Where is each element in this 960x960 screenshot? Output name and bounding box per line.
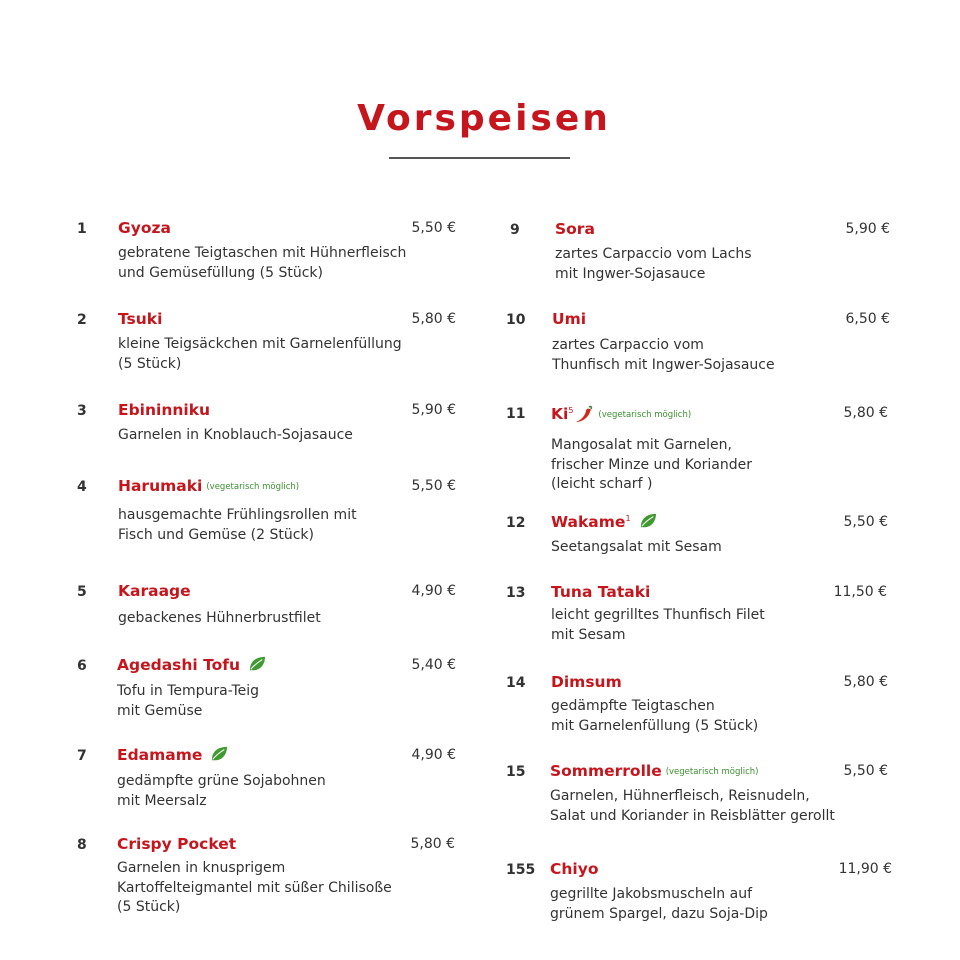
item-number: 13	[506, 585, 526, 601]
item-description	[550, 787, 835, 826]
description-line: (5 Stück)	[118, 355, 182, 372]
item-description	[118, 244, 406, 283]
title-divider	[389, 157, 570, 159]
item-price: 5,80 €	[843, 405, 888, 421]
item-description	[551, 538, 722, 558]
item-name	[551, 513, 657, 531]
vegetarian-note: (vegetarisch möglich)	[598, 410, 692, 420]
description-line: mit Gemüse	[117, 702, 203, 719]
item-description	[551, 606, 765, 645]
description-line: gegrillte Jakobsmuscheln auf	[550, 886, 753, 902]
item-price: 5,50 €	[843, 763, 888, 779]
item-name	[118, 310, 162, 328]
item-name	[117, 656, 266, 674]
description-line: gedämpfte grüne Sojabohnen	[117, 773, 326, 789]
item-name-text: Harumaki	[118, 477, 203, 495]
item-name-text: Wakame	[551, 513, 626, 531]
item-price: 6,50 €	[845, 311, 890, 327]
item-number: 10	[506, 312, 526, 328]
item-price: 11,90 €	[838, 861, 892, 877]
description-line: Kartoffelteigmantel mit süßer Chilisoße	[117, 879, 392, 896]
item-name-text: Umi	[552, 310, 587, 328]
item-name-text: Edamame	[117, 746, 203, 764]
item-price: 5,40 €	[411, 657, 456, 673]
item-price: 5,90 €	[411, 402, 456, 418]
item-name-text: Dimsum	[551, 673, 622, 691]
item-name-text: Karaage	[118, 582, 191, 600]
item-price: 4,90 €	[411, 747, 456, 763]
item-description	[118, 609, 321, 629]
item-number: 9	[510, 222, 520, 238]
chili-icon	[574, 404, 594, 424]
item-number: 12	[506, 515, 526, 531]
item-name	[550, 860, 598, 878]
item-name	[118, 401, 210, 419]
description-line: (5 Stück)	[117, 899, 181, 915]
item-name-text: Tuna Tataki	[551, 583, 651, 601]
item-number: 15	[506, 764, 526, 780]
item-price: 5,50 €	[411, 478, 456, 494]
description-line: mit Sesam	[551, 626, 626, 643]
item-number: 11	[506, 406, 526, 422]
item-number: 155	[506, 862, 536, 878]
description-line: Garnelen in knusprigem	[117, 860, 286, 876]
description-line: gebackenes Hühnerbrustfilet	[118, 610, 321, 626]
description-line: leicht gegrilltes Thunfisch Filet	[551, 607, 765, 623]
description-line: Garnelen, Hühnerfleisch, Reisnudeln,	[550, 788, 810, 804]
item-number: 14	[506, 675, 526, 691]
item-name-text: Sommerrolle	[550, 762, 662, 780]
item-price: 4,90 €	[411, 583, 456, 599]
item-name	[550, 762, 758, 780]
description-line: zartes Carpaccio vom	[552, 337, 704, 353]
item-description	[551, 697, 758, 736]
item-number: 6	[77, 658, 87, 674]
description-line: und Gemüsefüllung (5 Stück)	[118, 264, 323, 281]
item-price: 5,50 €	[843, 514, 888, 530]
item-number: 3	[77, 403, 87, 419]
item-description	[555, 245, 752, 284]
item-name-text: Crispy Pocket	[117, 835, 237, 853]
item-number: 7	[77, 748, 87, 764]
description-line: Fisch und Gemüse (2 Stück)	[118, 526, 314, 543]
description-line: zartes Carpaccio vom Lachs	[555, 246, 752, 262]
item-name	[552, 310, 586, 328]
description-line: hausgemachte Frühlingsrollen mit	[118, 507, 357, 523]
item-name	[117, 746, 228, 764]
vegetarian-note: (vegetarisch möglich)	[206, 482, 300, 492]
item-description	[117, 859, 392, 918]
item-name-text: Chiyo	[550, 860, 599, 878]
item-description	[552, 336, 775, 375]
description-line: grünem Spargel, dazu Soja-Dip	[550, 905, 768, 922]
description-line: kleine Teigsäckchen mit Garnelenfüllung	[118, 336, 402, 352]
item-price: 5,80 €	[411, 311, 456, 327]
item-description	[117, 682, 259, 721]
item-number: 4	[77, 479, 87, 495]
description-line: mit Garnelenfüllung (5 Stück)	[551, 717, 759, 734]
item-name	[551, 583, 650, 601]
item-price: 5,50 €	[411, 220, 456, 236]
item-price: 5,80 €	[410, 836, 455, 852]
description-line: Tofu in Tempura-Teig	[117, 683, 260, 699]
item-price: 5,80 €	[843, 674, 888, 690]
description-line: Salat und Koriander in Reisblätter gerollt	[550, 807, 835, 824]
item-name	[118, 477, 299, 495]
description-line: mit Meersalz	[117, 792, 207, 809]
description-line: frischer Minze und Koriander	[551, 456, 752, 473]
item-name-text: Gyoza	[118, 219, 171, 237]
item-name-text: Agedashi Tofu	[117, 656, 241, 674]
description-line: Seetangsalat mit Sesam	[551, 539, 722, 555]
item-name-text: Ebininniku	[118, 401, 211, 419]
description-line: mit Ingwer-Sojasauce	[555, 265, 706, 282]
item-description	[117, 772, 326, 811]
item-number: 8	[77, 837, 87, 853]
page-title: Vorspeisen	[357, 98, 611, 139]
description-line: (leicht scharf )	[551, 476, 653, 492]
item-number: 2	[77, 312, 87, 328]
item-name-text: Tsuki	[118, 310, 163, 328]
description-line: gedämpfte Teigtaschen	[551, 698, 715, 714]
item-name	[555, 220, 595, 238]
description-line: Thunfisch mit Ingwer-Sojasauce	[552, 356, 775, 373]
leaf-icon	[248, 656, 266, 672]
item-number: 5	[77, 584, 87, 600]
item-name	[118, 582, 191, 600]
item-description	[550, 885, 768, 924]
description-line: gebratene Teigtaschen mit Hühnerfleisch	[118, 245, 407, 261]
item-name	[117, 835, 236, 853]
item-name	[551, 404, 691, 424]
item-name-text: Sora	[555, 220, 595, 238]
item-name-text: Ki	[551, 405, 569, 423]
item-number: 1	[77, 221, 87, 237]
item-description	[118, 426, 353, 446]
item-price: 5,90 €	[845, 221, 890, 237]
leaf-icon	[210, 746, 228, 762]
item-name	[551, 673, 622, 691]
allergen-mark: 1	[625, 513, 631, 523]
description-line: Garnelen in Knoblauch-Sojasauce	[118, 427, 353, 443]
vegetarian-note: (vegetarisch möglich)	[665, 767, 759, 777]
item-description	[551, 436, 752, 495]
item-description	[118, 335, 402, 374]
allergen-mark: 5	[568, 405, 574, 415]
item-description	[118, 506, 357, 545]
item-name	[118, 219, 171, 237]
leaf-icon	[639, 513, 657, 529]
item-price: 11,50 €	[833, 584, 887, 600]
description-line: Mangosalat mit Garnelen,	[551, 437, 732, 453]
